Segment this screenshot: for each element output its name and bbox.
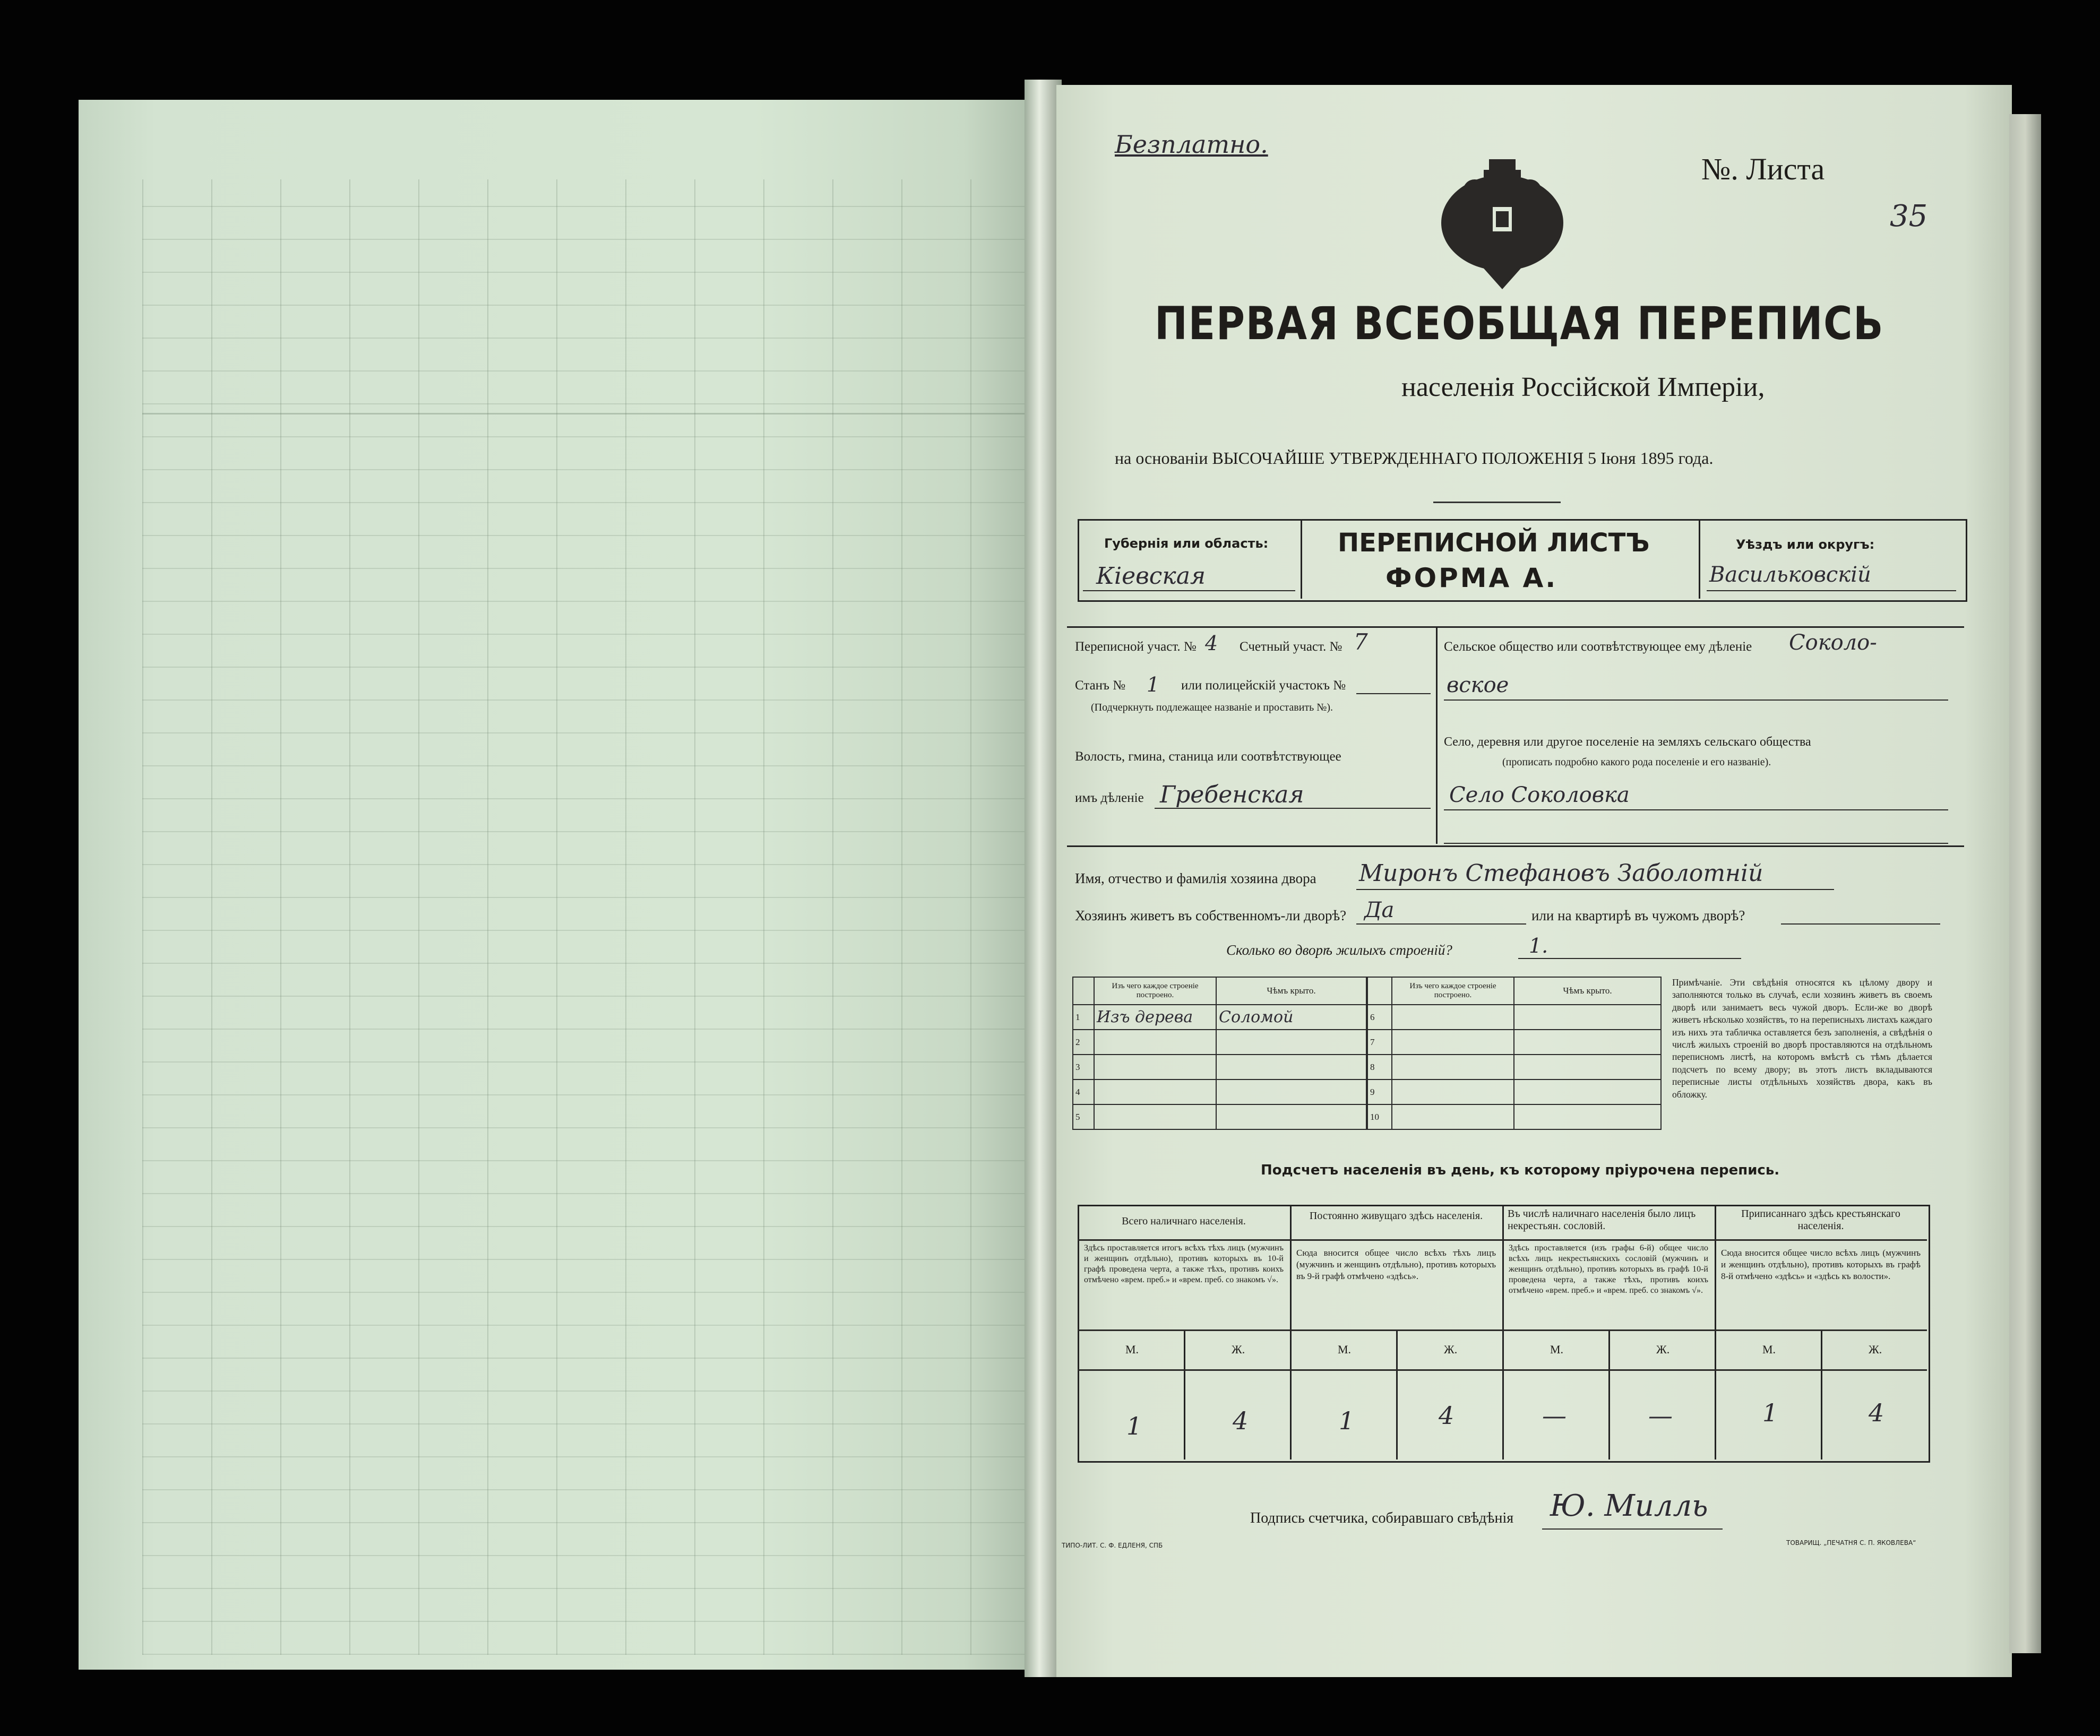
signature-rule <box>1542 1528 1723 1530</box>
female-column-label: Ж. <box>1869 1343 1882 1356</box>
female-column-label: Ж. <box>1444 1343 1458 1356</box>
header-box-divider-right <box>1699 519 1700 599</box>
building-material: Изъ дерева <box>1094 1005 1216 1030</box>
table-row: 9 <box>1367 1079 1661 1104</box>
village-note: (прописать подробно какого рода поселеніе и его названіе). <box>1502 756 1771 768</box>
count-group-head: Приписаннаго здѣсь крестьянскаго населенія. <box>1741 1208 1900 1232</box>
volost-label: Волость, гмина, станица или соотвѣтствующее <box>1075 749 1341 764</box>
uezd-value: Васильковскій <box>1709 563 1871 587</box>
form-basis-line: на основаніи ВЫСОЧАЙШЕ УТВЕРЖДЕННАГО ПОЛОЖЕНІЯ 5 Іюня 1895 года. <box>1115 448 1714 468</box>
count-sub-divider-3 <box>1608 1329 1610 1459</box>
printer-imprint-right: ТОВАРИЩ. „ПЕЧАТНЯ С. П. ЯКОВЛЕВА“ <box>1786 1539 1916 1547</box>
population-count-title: Подсчетъ населенія въ день, къ которому пріурочена перепись. <box>1261 1162 1780 1178</box>
count-group-head: Всего наличнаго населенія. <box>1122 1215 1246 1227</box>
count-value-female: 4 <box>1869 1398 1884 1427</box>
own-yard-rule <box>1356 923 1526 925</box>
count-head-rule <box>1078 1239 1927 1241</box>
count-group-desc: Сюда вносится общее число всѣхъ тѣхъ лицъ (мужчинъ и женщинъ отдѣльно), противъ которыхъ въ 9-й графѣ отмѣчено «здѣсь». <box>1296 1248 1496 1281</box>
table-row: 7 <box>1367 1030 1661 1055</box>
table-row: 1 Изъ дерева Соломой <box>1073 1005 1366 1030</box>
page-edge <box>2009 114 2041 1653</box>
buildings-count-value: 1. <box>1529 934 1548 957</box>
count-value-female: — <box>1648 1401 1673 1430</box>
census-sheet-title: ПЕРЕПИСНОЙ ЛИСТЪ <box>1338 528 1650 558</box>
male-column-label: М. <box>1125 1343 1139 1356</box>
header-box-divider-left <box>1301 519 1302 599</box>
police-note: (Подчеркнуть подлежащее названіе и проставить №). <box>1091 702 1333 713</box>
rent-label: или на квартирѣ въ чужомъ дворѣ? <box>1531 908 1745 923</box>
count-value-female: 4 <box>1439 1401 1454 1430</box>
village-rule <box>1444 809 1948 810</box>
sheet-number-value: 35 <box>1890 199 1928 234</box>
count-group-head: Постоянно живущаго здѣсь населенія. <box>1309 1210 1483 1222</box>
gubernia-rule <box>1083 590 1295 591</box>
left-page <box>79 100 1040 1670</box>
material-column-header: Изъ чего каждое строеніе построено. <box>1094 977 1216 1005</box>
count-value-male: 1 <box>1339 1406 1355 1435</box>
count-mf-rule <box>1078 1369 1927 1371</box>
table-row: 3 <box>1073 1055 1366 1079</box>
own-yard-label: Хозяинъ живетъ въ собственномъ-ли дворѣ? <box>1075 908 1347 923</box>
imperial-eagle-emblem <box>1433 138 1571 292</box>
table-row: 6 <box>1367 1005 1661 1030</box>
buildings-table-right: Изъ чего каждое строеніе построено. Чѣмъ крыто. 6 7 8 9 10 <box>1367 977 1662 1130</box>
male-column-label: М. <box>1550 1343 1564 1356</box>
left-page-header-band <box>142 179 1034 414</box>
village-rule-2 <box>1444 843 1948 844</box>
count-sub-divider-1 <box>1184 1329 1185 1459</box>
society-value-1: Соколо- <box>1789 631 1877 655</box>
own-yard-value: Да <box>1364 898 1395 922</box>
female-column-label: Ж. <box>1232 1343 1245 1356</box>
uezd-rule <box>1707 590 1956 591</box>
table-row: 4 <box>1073 1079 1366 1104</box>
building-roof: Соломой <box>1216 1005 1366 1030</box>
count-col-divider-1 <box>1290 1205 1292 1459</box>
form-main-title: ПЕРВАЯ ВСЕОБЩАЯ ПЕРЕПИСЬ <box>1155 297 1884 350</box>
male-column-label: М. <box>1338 1343 1352 1356</box>
count-area-label: Счетный участ. № <box>1240 640 1342 654</box>
printer-imprint-left: ТИПО-ЛИТ. С. Ф. ЕДЛЕНЯ, СПБ <box>1062 1542 1163 1549</box>
police-district-label: или полицейскій участокъ № <box>1181 678 1346 693</box>
table-row: 2 <box>1073 1030 1366 1055</box>
owner-name-rule <box>1356 889 1834 890</box>
volost-rule <box>1155 808 1431 809</box>
owner-name-label: Имя, отчество и фамилія хозяина двора <box>1075 870 1316 886</box>
count-col-divider-3 <box>1715 1205 1716 1459</box>
count-value-male: 1 <box>1126 1412 1142 1440</box>
volost-label-2: имъ дѣленіе <box>1075 791 1144 805</box>
society-value-2: вское <box>1447 673 1509 697</box>
count-value-female: 4 <box>1233 1406 1249 1435</box>
male-column-label: М. <box>1762 1343 1776 1356</box>
gubernia-value: Кіевская <box>1096 563 1206 590</box>
count-group-desc: Здѣсь проставляется итогъ всѣхъ тѣхъ лицъ (мужчинъ и женщинъ отдѣльно), противъ которыхъ въ 10-й графѣ проведена черта, а также тѣхъ, противъ коихъ отмѣчено «врем. преб.» и «врем. преб. со знакомъ √». <box>1084 1243 1284 1284</box>
count-desc-rule <box>1078 1329 1927 1331</box>
buildings-table-left <box>1072 977 1367 1130</box>
village-value: Село Соколовка <box>1449 783 1630 807</box>
buildings-note: Примѣчаніе. Эти свѣдѣнія относятся къ цѣлому двору и заполняются только въ случаѣ, если хозяинъ живетъ въ своемъ дворѣ или занимаетъ весь чужой дворъ. Если-же во дворѣ живетъ нѣсколько хозяйствъ, то на переписныхъ листахъ каждаго изъ нихъ эта табличка оставляется безъ заполненія, а свѣдѣнія о числѣ жилыхъ строеній во дворѣ проставляются на отдѣльномъ переписномъ листѣ, на которомъ вмѣстѣ съ тѣмъ дѣлается подсчетъ по всему двору; въ этотъ листъ вкладываются переписные листы отдѣльныхъ хозяйствъ двора, какъ въ обложку. <box>1672 977 1932 1100</box>
rent-rule <box>1781 923 1940 925</box>
society-label: Сельское общество или соотвѣтствующее ему дѣленіе <box>1444 640 1752 654</box>
gubernia-label: Губернія или область: <box>1104 536 1269 551</box>
village-label: Село, деревня или другое поселеніе на земляхъ сельскаго общества <box>1444 735 1811 749</box>
count-area-value: 7 <box>1354 629 1368 655</box>
count-value-male: — <box>1542 1401 1567 1430</box>
count-group-desc: Здѣсь проставляется (изъ графы 6-й) общее число всѣхъ лицъ некрестьянскихъ сословій (мужчинъ и женщинъ отдѣльно), противъ которыхъ въ графѣ 10-й проведена черта, а также тѣхъ, противъ коихъ отмѣчено «врем. преб.» и «врем. преб. со знакомъ √». <box>1509 1243 1708 1295</box>
count-col-divider-2 <box>1502 1205 1504 1459</box>
sheet-number-label: №. Листа <box>1701 152 1825 186</box>
count-sub-divider-2 <box>1396 1329 1398 1459</box>
volost-value: Гребенская <box>1160 781 1304 808</box>
female-column-label: Ж. <box>1656 1343 1670 1356</box>
signature-value: Ю. Милль <box>1550 1489 1708 1523</box>
table-row: 10 <box>1367 1104 1661 1129</box>
roof-column-header: Чѣмъ крыто. <box>1216 977 1366 1005</box>
count-sub-divider-4 <box>1821 1329 1822 1459</box>
census-area-label: Переписной участ. № <box>1075 640 1197 654</box>
buildings-count-label: Сколько во дворѣ жилыхъ строеній? <box>1226 942 1452 958</box>
free-label: Безплатно. <box>1115 130 1268 159</box>
ornament-divider <box>1433 502 1561 503</box>
count-group-desc: Сюда вносится общее число всѣхъ лицъ (мужчинъ и женщинъ отдѣльно), противъ которыхъ въ графѣ 8-й отмѣчено «здѣсь» и «здѣсь къ волости». <box>1721 1248 1921 1281</box>
census-area-value: 4 <box>1205 632 1218 655</box>
stan-value: 1 <box>1147 673 1160 696</box>
form-a-title: ФОРМА А. <box>1385 563 1558 593</box>
police-district-rule <box>1356 693 1431 694</box>
buildings-count-rule <box>1518 958 1741 959</box>
form-subtitle: населенія Россійской Имперіи, <box>1401 372 1765 402</box>
owner-name-value: Миронъ Стефановъ Заболотній <box>1359 860 1763 887</box>
uezd-label: Уѣздъ или округъ: <box>1736 537 1875 552</box>
society-rule <box>1444 699 1948 701</box>
district-box-divider <box>1436 626 1438 844</box>
signature-label: Подпись счетчика, собиравшаго свѣдѣнія <box>1250 1510 1514 1526</box>
table-row: 8 <box>1367 1055 1661 1079</box>
count-group-head: Въ числѣ наличнаго населенія было лицъ некрестьян. сословій. <box>1508 1208 1696 1232</box>
stan-label: Станъ № <box>1075 678 1126 693</box>
table-row: 5 <box>1073 1104 1366 1129</box>
count-value-male: 1 <box>1762 1398 1778 1427</box>
